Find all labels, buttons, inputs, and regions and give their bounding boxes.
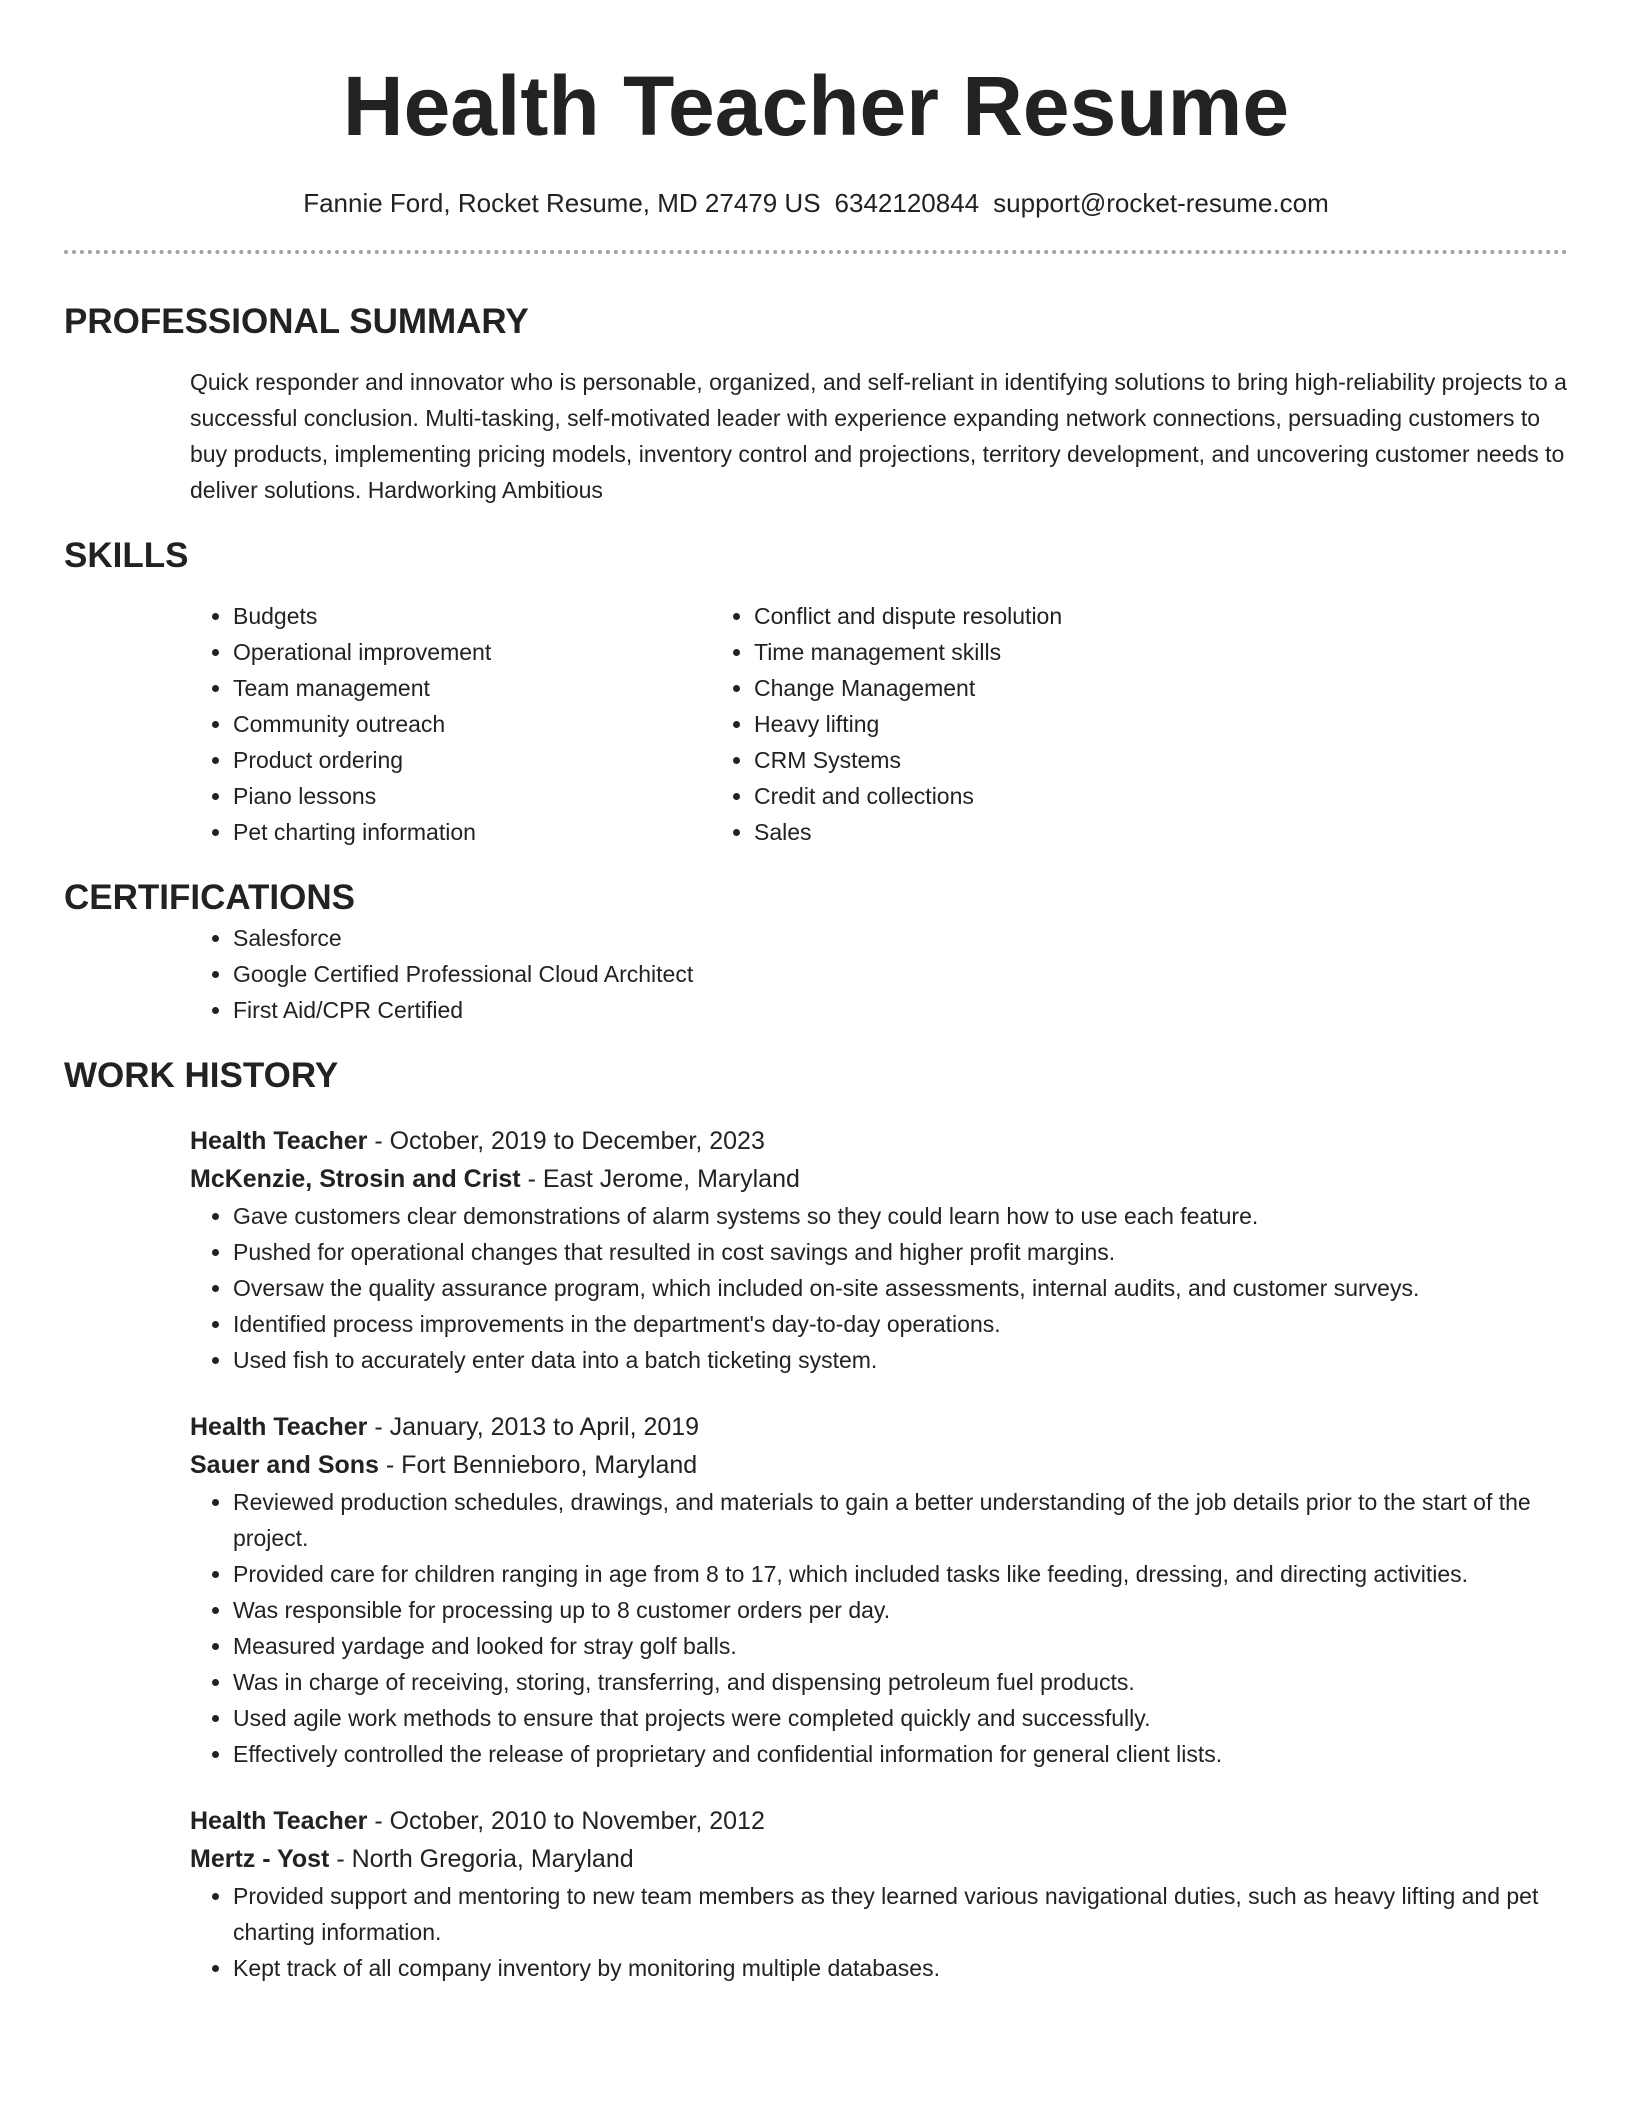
skill-item: • Piano lessons	[233, 778, 744, 814]
job-duty-item: • Was responsible for processing up to 8 customer orders per day.	[233, 1592, 1563, 1628]
job-duty-item: • Pushed for operational changes that resulted in cost savings and higher profit margins.	[233, 1234, 1563, 1270]
header-divider	[64, 250, 1568, 254]
job-duty-item: • Provided care for children ranging in age from 8 to 17, which included tasks like feeding, dressing, and directing activities.	[233, 1556, 1563, 1592]
skill-item: • Team management	[233, 670, 744, 706]
summary-heading: PROFESSIONAL SUMMARY	[64, 302, 529, 341]
job-title: Health Teacher	[190, 1807, 368, 1835]
job-duty-item: • Measured yardage and looked for stray golf balls.	[233, 1628, 1563, 1664]
resume-page	[64, 0, 1568, 1986]
job-title-line	[190, 1408, 1568, 1446]
job-duty-item: • Kept track of all company inventory by monitoring multiple databases.	[233, 1950, 1563, 1986]
certifications-heading: CERTIFICATIONS	[64, 878, 356, 917]
skill-item: • Pet charting information	[233, 814, 744, 850]
skill-item: • Community outreach	[233, 706, 744, 742]
job-duty-item: • Effectively controlled the release of proprietary and confidential information for general client lists.	[233, 1736, 1563, 1772]
job-entry	[190, 1802, 1568, 1986]
job-title: Health Teacher	[190, 1413, 368, 1441]
job-company-line	[190, 1840, 1568, 1878]
job-company: Sauer and Sons	[190, 1451, 379, 1479]
job-title-line	[190, 1122, 1568, 1160]
job-title-line	[190, 1802, 1568, 1840]
resume-title: Health Teacher Resume	[342, 59, 1290, 153]
job-company: McKenzie, Strosin and Crist	[190, 1165, 521, 1193]
job-duty-item: • Used agile work methods to ensure that projects were completed quickly and successfully.	[233, 1700, 1563, 1736]
job-dates: - October, 2010 to November, 2012	[367, 1807, 765, 1835]
skill-item: • Change Management	[754, 670, 1062, 706]
skills-list	[64, 598, 1568, 850]
skill-item: • Product ordering	[233, 742, 744, 778]
skill-item: • Conflict and dispute resolution	[754, 598, 1062, 634]
job-company: Mertz - Yost	[190, 1845, 330, 1873]
job-title: Health Teacher	[190, 1127, 368, 1155]
contact-phone: 6342120844	[834, 188, 980, 218]
skills-column-right	[734, 598, 1062, 850]
certification-item: • Google Certified Professional Cloud Architect	[233, 956, 1568, 992]
skill-item: • Sales	[754, 814, 1062, 850]
job-entry	[190, 1408, 1568, 1772]
skills-column-left	[64, 598, 744, 850]
skill-item: • Heavy lifting	[754, 706, 1062, 742]
job-duty-item: • Reviewed production schedules, drawings, and materials to gain a better understanding of the job details prior to the start of the project.	[233, 1484, 1563, 1556]
job-duties-list	[190, 1878, 1563, 1986]
job-dates: - January, 2013 to April, 2019	[367, 1413, 700, 1441]
job-duty-item: • Oversaw the quality assurance program, which included on-site assessments, internal audits, and customer surveys.	[233, 1270, 1563, 1306]
job-location: - North Gregoria, Maryland	[329, 1845, 634, 1873]
certifications-list	[64, 920, 1568, 1028]
summary-text: Quick responder and innovator who is personable, organized, and self-reliant in identifying solutions to bring high-reliability projects to a successful conclusion. Multi-tasking, self-motivated leader with experience expanding network connections, persuading customers to buy products, implementing pricing models, inventory control and projections, territory development, and uncovering customer needs to deliver solutions. Hardworking Ambitious	[190, 369, 1567, 503]
job-duty-item: • Was in charge of receiving, storing, transferring, and dispensing petroleum fuel products.	[233, 1664, 1563, 1700]
job-duty-item: • Identified process improvements in the department's day-to-day operations.	[233, 1306, 1563, 1342]
skill-item: • Time management skills	[754, 634, 1062, 670]
skill-item: • CRM Systems	[754, 742, 1062, 778]
certification-item: • Salesforce	[233, 920, 1568, 956]
job-duties-list	[190, 1198, 1563, 1378]
contact-address: Fannie Ford, Rocket Resume, MD 27479 US	[303, 188, 821, 218]
work-history-heading: WORK HISTORY	[64, 1056, 339, 1095]
contact-line	[64, 186, 1568, 220]
skill-item: • Budgets	[233, 598, 744, 634]
job-duty-item: • Provided support and mentoring to new team members as they learned various navigational duties, such as heavy lifting and pet charting information.	[233, 1878, 1563, 1950]
job-duties-list	[190, 1484, 1563, 1772]
job-company-line	[190, 1160, 1568, 1198]
job-duty-item: • Used fish to accurately enter data into a batch ticketing system.	[233, 1342, 1563, 1378]
certification-item: • First Aid/CPR Certified	[233, 992, 1568, 1028]
job-company-line	[190, 1446, 1568, 1484]
job-entry	[190, 1122, 1568, 1378]
skills-heading: SKILLS	[64, 536, 189, 575]
contact-email: support@rocket-resume.com	[993, 188, 1329, 218]
job-location: - Fort Bennieboro, Maryland	[378, 1451, 698, 1479]
job-dates: - October, 2019 to December, 2023	[367, 1127, 765, 1155]
job-duty-item: • Gave customers clear demonstrations of alarm systems so they could learn how to use each feature.	[233, 1198, 1563, 1234]
skill-item: • Operational improvement	[233, 634, 744, 670]
job-location: - East Jerome, Maryland	[520, 1165, 800, 1193]
skill-item: • Credit and collections	[754, 778, 1062, 814]
